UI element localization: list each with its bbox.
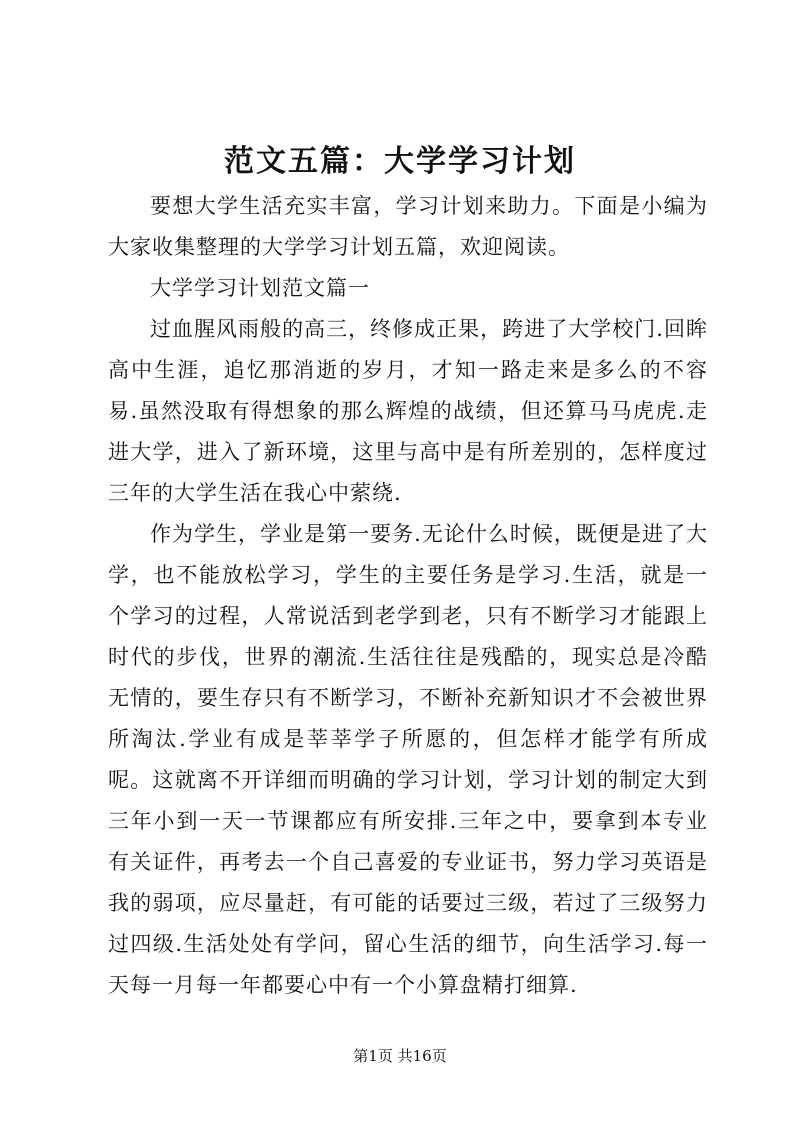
document-body [108, 186, 708, 1006]
body-paragraph: 作为学生，学业是第一要务.无论什么时候，既便是进了大学，也不能放松学习，学生的主要任务是学习.生活，就是一个学习的过程，人常说活到老学到老，只有不断学习才能跟上时代的步伐，世界的潮流.生活往往是残酷的，现实总是冷酷无情的，要生存只有不断学习，不断补充新知识才不会被世界所淘汰.学业有成是莘莘学子所愿的，但怎样才能学有所成呢。这就离不开详细而明确的学习计划，学习计划的制定大到三年小到一天一节课都应有所安排.三年之中，要拿到本专业有关证件，再考去一个自己喜爱的专业证书，努力学习英语是我的弱项，应尽量赶，有可能的话要过三级，若过了三级努力过四级.生活处处有学问，留心生活的细节，向生活学习.每一天每一月每一年都要心中有一个小算盘精打细算. [108, 522, 708, 997]
intro-paragraph: 要想大学生活充实丰富，学习计划来助力。下面是小编为大家收集整理的大学学习计划五篇，欢迎阅读。 [108, 194, 708, 259]
section-heading: 大学学习计划范文篇一 [150, 276, 370, 300]
page-number-footer: 第1页 共16页 [353, 1047, 447, 1065]
body-paragraph: 过血腥风雨般的高三，终修成正果，跨进了大学校门.回眸高中生涯，追忆那消逝的岁月，才知一路走来是多么的不容易.虽然没取有得想象的那么辉煌的战绩，但还算马马虎虎.走进大学，进入了新环境，这里与高中是有所差别的，怎样度过三年的大学生活在我心中萦绕. [108, 317, 708, 505]
document-title: 范文五篇：大学学习计划 [224, 144, 576, 179]
